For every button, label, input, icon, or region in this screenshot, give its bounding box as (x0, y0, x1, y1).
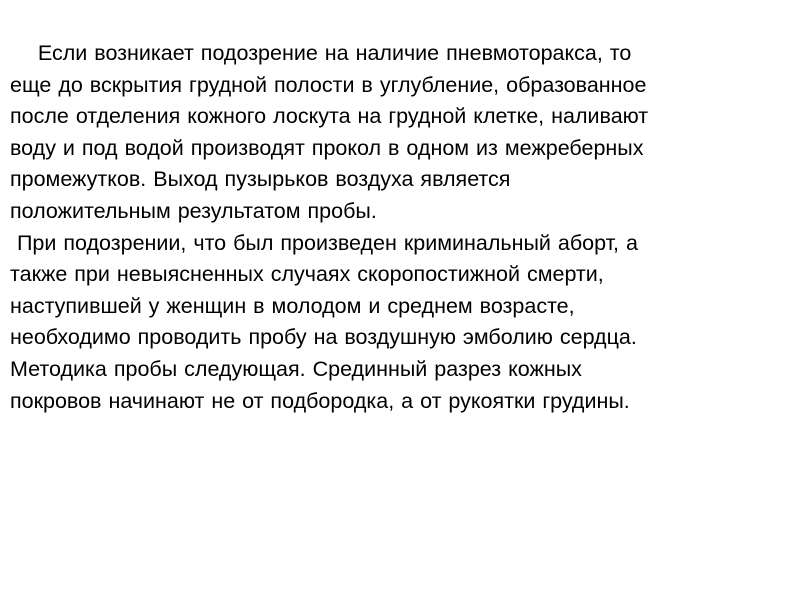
text-line: Если возникает подозрение на наличие пневмоторакса, то (10, 41, 632, 65)
text-line: При подозрении, что был произведен криминальный аборт, а (10, 230, 638, 255)
text-line: необходимо проводить пробу на воздушную эмболию сердца. (10, 325, 637, 350)
text-line: после отделения кожного лоскута на грудной клетке, наливают (10, 104, 649, 129)
body-text (10, 38, 800, 417)
text-line: покровов начинают не от подбородка, а от рукоятки грудины. (10, 388, 630, 413)
text-line: промежутков. Выход пузырьков воздуха является (10, 167, 511, 192)
text-line: еще до вскрытия грудной полости в углубление, образованное (10, 72, 647, 97)
text-line: Методика пробы следующая. Срединный разрез кожных (10, 356, 582, 381)
paragraph-pneumothorax (10, 38, 800, 228)
text-line: воду и под водой производят прокол в одном из межреберных (10, 135, 644, 160)
text-line: наступившей у женщин в молодом и среднем возрасте, (10, 293, 575, 318)
paragraph-air-embolism (10, 228, 800, 418)
text-line: также при невыясненных случаях скоропостижной смерти, (10, 262, 604, 287)
text-line: положительным результатом пробы. (10, 198, 377, 223)
